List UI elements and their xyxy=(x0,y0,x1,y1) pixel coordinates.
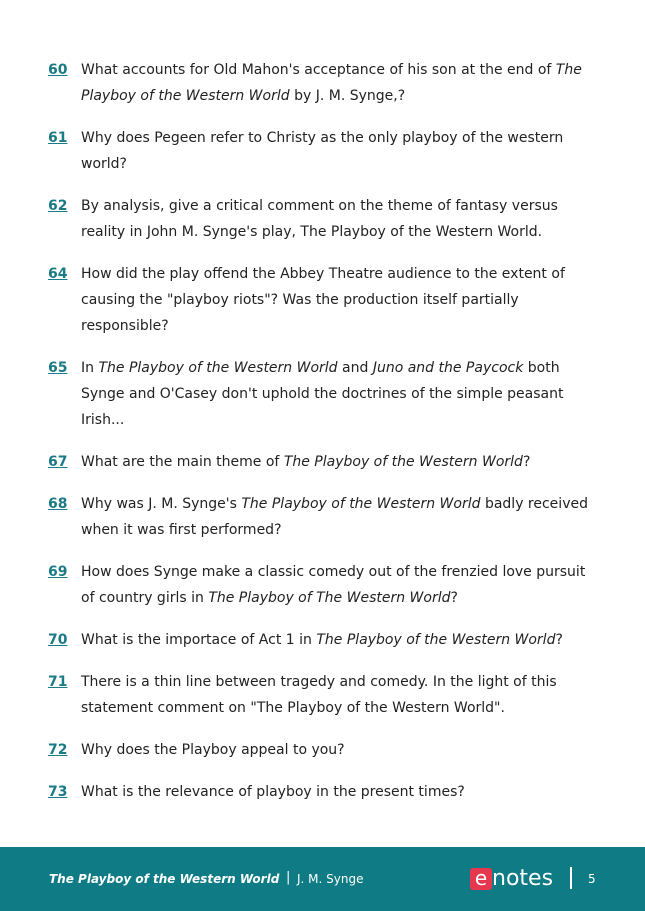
question-text xyxy=(81,355,601,433)
question-text xyxy=(81,449,601,475)
page-footer xyxy=(0,847,645,911)
text-segment: both Synge and O'Casey don't uphold the doctrines of the simple peasant Irish... xyxy=(81,360,564,428)
question-text xyxy=(81,779,601,805)
text-segment: badly received when it was first performed? xyxy=(81,496,588,538)
italic-title: The Playboy of the Western World xyxy=(283,454,523,470)
text-segment: Why does Pegeen refer to Christy as the only playboy of the western world? xyxy=(81,130,564,172)
text-segment: How does Synge make a classic comedy out of the frenzied love pursuit of country girls in xyxy=(81,564,586,606)
italic-title: The Playboy of the Western World xyxy=(241,496,481,512)
text-segment: Why does the Playboy appeal to you? xyxy=(81,742,345,758)
question-text xyxy=(81,737,601,763)
question-number-link[interactable]: 60 xyxy=(48,62,68,78)
enotes-logo-text: notes xyxy=(492,866,554,891)
italic-title: The Playboy of the Western World xyxy=(81,62,582,104)
text-segment: ? xyxy=(555,632,563,648)
question-number-link[interactable]: 62 xyxy=(48,198,68,214)
text-segment: What is the importace of Act 1 in xyxy=(81,632,317,648)
question-number-link[interactable]: 71 xyxy=(48,674,68,690)
text-segment: What is the relevance of playboy in the present times? xyxy=(81,784,465,800)
text-segment: and xyxy=(337,360,373,376)
text-segment: Why was J. M. Synge's xyxy=(81,496,242,512)
question-number-link[interactable]: 70 xyxy=(48,632,68,648)
italic-title: The Playboy of The Western World xyxy=(208,590,451,606)
question-number-link[interactable]: 67 xyxy=(48,454,68,470)
question-number-link[interactable]: 69 xyxy=(48,564,68,580)
question-text xyxy=(81,261,601,339)
text-segment: by J. M. Synge,? xyxy=(289,88,406,104)
footer-author: J. M. Synge xyxy=(297,872,364,886)
footer-divider xyxy=(570,867,572,889)
question-number-link[interactable]: 72 xyxy=(48,742,68,758)
question-number-link[interactable]: 65 xyxy=(48,360,68,376)
enotes-logo-e: e xyxy=(470,868,492,890)
text-segment: What are the main theme of xyxy=(81,454,284,470)
question-text xyxy=(81,559,601,611)
question-text xyxy=(81,193,601,245)
italic-title: Juno and the Paycock xyxy=(372,360,524,376)
question-number-link[interactable]: 64 xyxy=(48,266,68,282)
text-segment: There is a thin line between tragedy and comedy. In the light of this statement comment on "The Playboy of the Western World". xyxy=(81,674,557,716)
italic-title: The Playboy of the Western World xyxy=(98,360,338,376)
italic-title: The Playboy of the Western World xyxy=(316,632,556,648)
footer-book-title: The Playboy of the Western World xyxy=(49,872,280,886)
text-segment: By analysis, give a critical comment on the theme of fantasy versus reality in John M. Synge's play, The Playboy of the Western World. xyxy=(81,198,558,240)
footer-separator: | xyxy=(286,870,291,885)
question-number-link[interactable]: 61 xyxy=(48,130,68,146)
enotes-logo[interactable] xyxy=(470,866,570,892)
question-text xyxy=(81,125,601,177)
text-segment: ? xyxy=(450,590,458,606)
text-segment: What accounts for Old Mahon's acceptance of his son at the end of xyxy=(81,62,556,78)
question-text xyxy=(81,669,601,721)
text-segment: How did the play offend the Abbey Theatre audience to the extent of causing the "playboy riots"? Was the production itself partially responsible? xyxy=(81,266,565,334)
question-number-link[interactable]: 68 xyxy=(48,496,68,512)
question-text xyxy=(81,627,601,653)
question-text xyxy=(81,57,601,109)
question-text xyxy=(81,491,601,543)
text-segment: In xyxy=(81,360,99,376)
question-number-link[interactable]: 73 xyxy=(48,784,68,800)
page-number: 5 xyxy=(588,872,596,886)
text-segment: ? xyxy=(522,454,531,470)
